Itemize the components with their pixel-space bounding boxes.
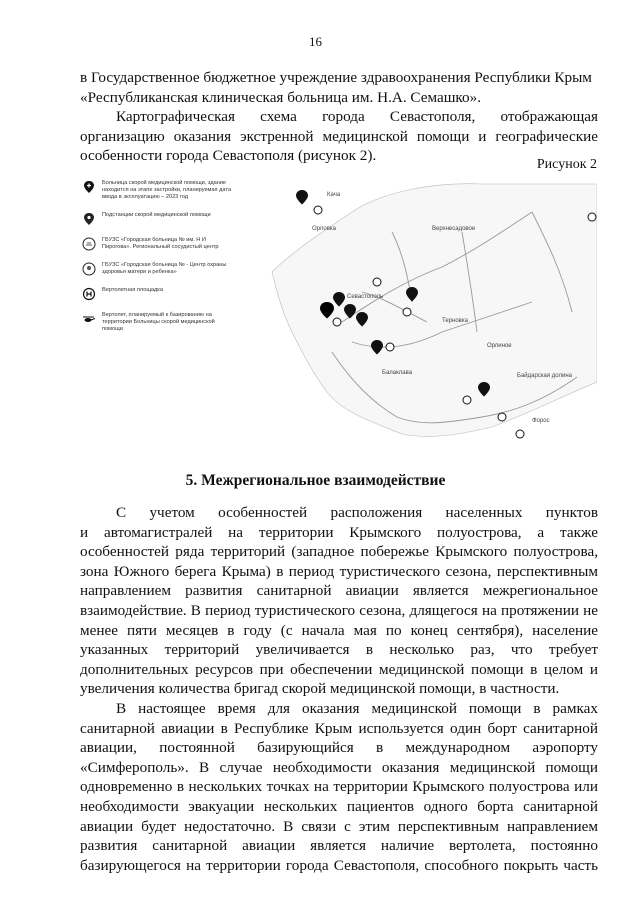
substation-marker-icon	[296, 190, 308, 205]
text-line: В настоящее время для оказания медицинской помощи в рамках	[116, 700, 598, 717]
map-label: Кача	[327, 192, 341, 198]
legend-item	[82, 287, 232, 301]
text-line: увеличения количества бригад скорой медицинской помощи, в частности.	[80, 680, 560, 698]
text-line: развития санитарной авиации является наличие вертолета, постоянно	[80, 837, 598, 855]
legend-text: Больница скорой медицинской помощи, здание находится на этапе застройки, планируемая дата ввода в эксплуатацию – 2023 год	[102, 180, 231, 200]
maternity-center-icon	[82, 262, 96, 276]
hospital-pirogov-icon	[82, 237, 96, 251]
helipad-icon	[403, 308, 411, 316]
sevastopol-map	[232, 172, 597, 440]
legend-text: ГБУЗС «Городская больница № им. Н И Пирогова». Региональный сосудистый центр	[102, 237, 219, 250]
helipad-icon	[498, 413, 506, 421]
intro-text	[80, 68, 598, 166]
map-label: Форос	[532, 418, 550, 424]
map-label: Орловка	[312, 226, 336, 232]
legend-text: Вертолетная площадка	[102, 287, 163, 293]
helipad-icon	[333, 318, 341, 326]
helipad-icon	[463, 396, 471, 404]
intro-line: «Республиканская клиническая больница им. Н.А. Семашко».	[80, 88, 482, 106]
paragraph-2	[80, 699, 598, 875]
paragraph-1	[80, 503, 598, 699]
legend-item	[82, 237, 232, 251]
text-line: необходимости эвакуации нескольких пациентов одного борта санитарной	[80, 797, 598, 815]
text-line: авиации, постоянной базирующийся в международном аэропорту	[80, 739, 598, 757]
legend-text: Вертолет, планируемый к базированию на территории Больницы скорой медицинской помощи	[102, 312, 215, 332]
helipad-icon	[588, 213, 596, 221]
legend-text: Подстанции скорой медицинской помощи	[102, 212, 211, 218]
text-line: направлением развития санитарной авиации является межрегиональное	[80, 582, 598, 600]
text-line: авиации будет недостаточно. В связи с этим перспективным направлением	[80, 817, 598, 835]
substation-marker-icon	[82, 212, 96, 226]
page-number: 16	[309, 34, 322, 49]
map-label: Балаклава	[382, 370, 413, 376]
legend-item	[82, 212, 232, 226]
helipad-icon	[373, 278, 381, 286]
section-title: 5. Межрегиональное взаимодействие	[185, 472, 446, 489]
text-line: взаимодействие. В период туристического сезона, длящегося на протяжении не	[80, 601, 598, 619]
figure-caption: Рисунок 2	[536, 157, 597, 172]
text-line: зона Южного берега Крыма) в период туристического сезона, перспективным	[80, 562, 598, 580]
text-line: дополнительных ресурсов при обеспечении медицинской помощи в целом и	[80, 660, 598, 678]
legend-text: ГБУЗС «Городская больница № - Центр охраны здоровья матери и ребенка»	[102, 262, 227, 275]
text-line: базирующегося на территории города Севастополя, способного покрыть часть	[80, 856, 598, 874]
helipad-icon	[386, 343, 394, 351]
map-label: Байдарская долина	[517, 373, 573, 379]
map-label: Терновка	[442, 318, 468, 324]
text-line: одновременно в нескольких точках на территории Крымского полуострова или	[80, 778, 598, 796]
map-label: Верхнесадовое	[432, 226, 476, 232]
intro-line: в Государственное бюджетное учреждение здравоохранения Республики Крым	[80, 69, 592, 86]
map-figure	[82, 172, 597, 440]
text-line: санитарной авиации в Республике Крым используется один борт санитарной	[80, 719, 598, 737]
text-line: С учетом особенностей расположения населенных пунктов	[116, 504, 598, 521]
legend-item	[82, 312, 232, 333]
text-line: «Симферополь». В случае необходимости оказания медицинской помощи	[80, 758, 598, 776]
legend-item	[82, 262, 232, 276]
text-line: менее пяти месяцев в году (с начала мая по конец сентября), население	[80, 621, 598, 639]
helipad-icon	[516, 430, 524, 438]
helipad-icon	[314, 206, 322, 214]
helipad-icon	[82, 287, 96, 301]
map-legend	[82, 180, 232, 344]
hospital-marker-icon	[82, 180, 96, 194]
legend-item	[82, 180, 232, 201]
helicopter-icon	[82, 312, 96, 326]
figure-reference-paragraph: Картографическая схема города Севастополя, отображающая организацию оказания экстренной медицинской помощи и географические особенности города Севастополя (рисунок 2).	[80, 108, 598, 165]
text-line: особенностей ряда территорий (западное побережье Крымского полуострова,	[80, 543, 598, 561]
text-line: и автомагистралей на территории Крымского полуострова, а также	[80, 523, 598, 541]
text-line: указанных территорий увеличивается в несколько раз, что требует	[80, 641, 598, 659]
map-label: Севастополь	[347, 294, 384, 300]
map-label: Орлиное	[487, 343, 512, 349]
